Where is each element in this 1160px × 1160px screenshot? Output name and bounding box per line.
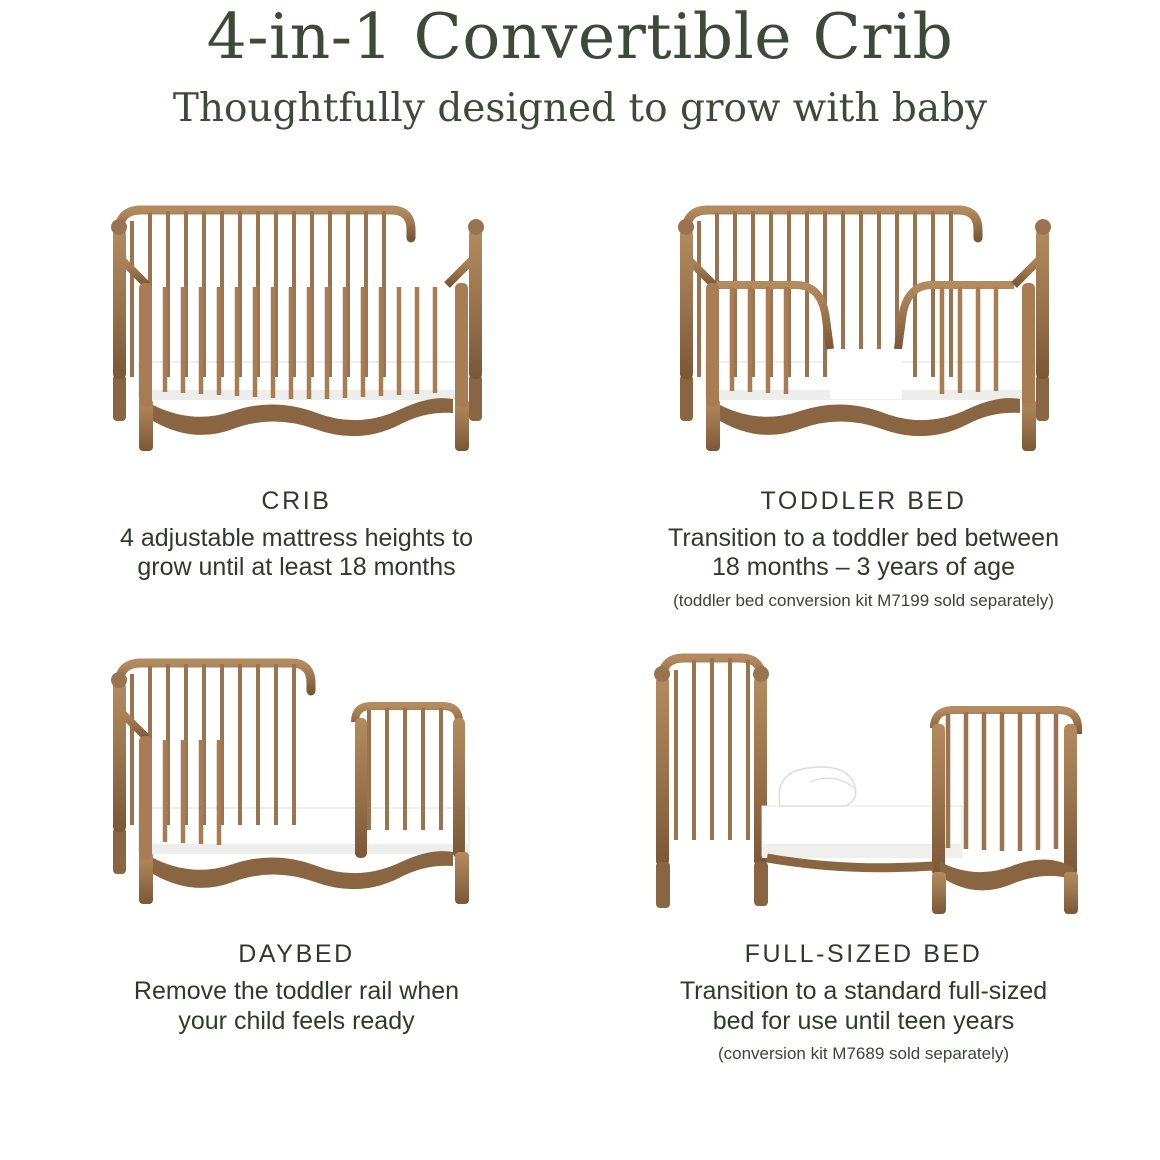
- panel-daybed: [18, 630, 575, 1065]
- configuration-grid: [0, 177, 1160, 1065]
- crib-caption-title: CRIB: [261, 486, 332, 515]
- page-title: 4-in-1 Convertible Crib: [206, 0, 954, 73]
- full-sized-bed-caption-line-1: Transition to a standard full-sized: [679, 977, 1048, 1006]
- crib-caption: [18, 477, 575, 583]
- toddler-bed-illustration: [585, 177, 1142, 477]
- daybed-caption-line-1: Remove the toddler rail when: [133, 977, 460, 1006]
- daybed-illustration: [18, 630, 575, 930]
- page-subtitle: Thoughtfully designed to grow with baby: [172, 86, 988, 132]
- toddler-bed-caption: [585, 477, 1142, 612]
- toddler-bed-caption-line-1: Transition to a toddler bed between: [668, 523, 1059, 552]
- header: [0, 0, 1160, 133]
- full-sized-bed-caption-note: (conversion kit M7689 sold separately): [717, 1044, 1010, 1064]
- full-sized-bed-caption: [585, 930, 1142, 1065]
- crib-caption-line-1: 4 adjustable mattress heights to: [120, 523, 473, 552]
- full-sized-bed-caption-line-2: bed for use until teen years: [712, 1006, 1015, 1035]
- daybed-caption-title: DAYBED: [238, 940, 355, 969]
- panel-full-sized-bed: [585, 630, 1142, 1065]
- toddler-bed-caption-line-2: 18 months – 3 years of age: [712, 553, 1015, 582]
- full-sized-bed-caption-title: FULL-SIZED BED: [744, 940, 983, 969]
- crib-caption-line-2: grow until at least 18 months: [137, 553, 456, 582]
- panel-toddler-bed: [585, 177, 1142, 612]
- daybed-caption-line-2: your child feels ready: [178, 1006, 415, 1035]
- daybed-caption: [18, 930, 575, 1036]
- panel-crib: [18, 177, 575, 612]
- toddler-bed-caption-note: (toddler bed conversion kit M7199 sold separately): [673, 590, 1054, 610]
- toddler-bed-caption-title: TODDLER BED: [760, 486, 967, 515]
- crib-illustration: [18, 177, 575, 477]
- full-sized-bed-illustration: [585, 630, 1142, 930]
